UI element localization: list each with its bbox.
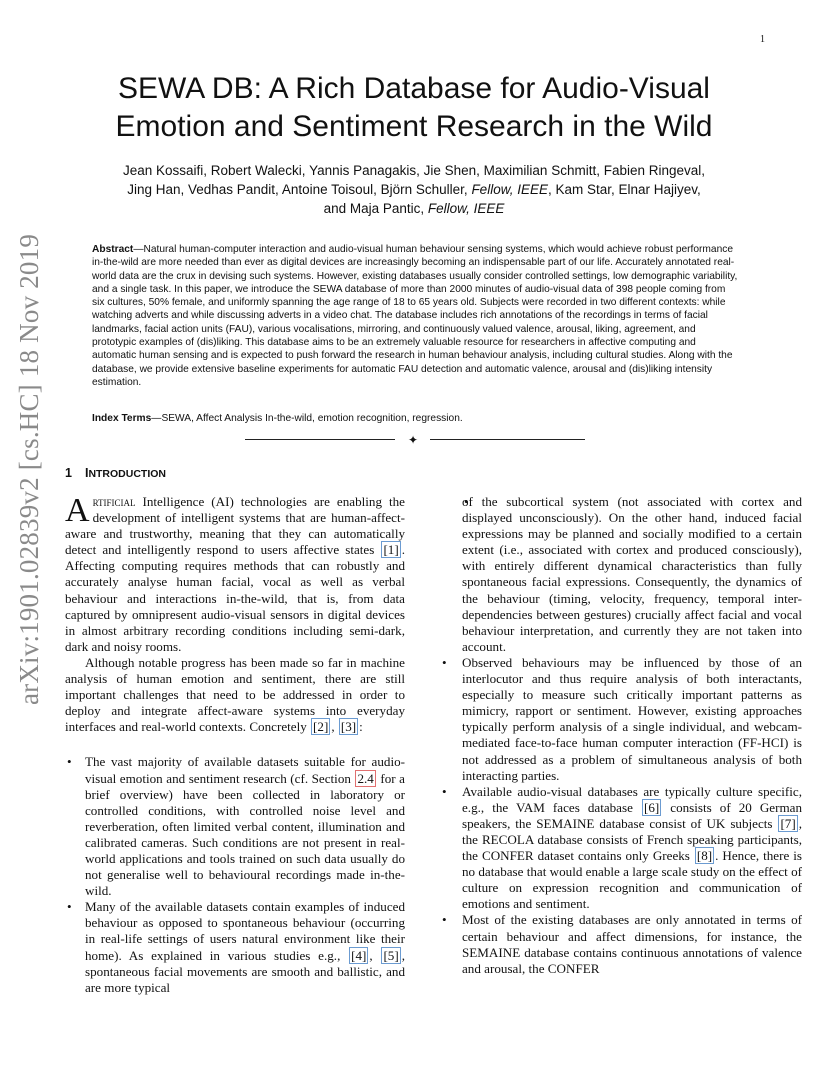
section-title-rest: NTRODUCTION bbox=[88, 468, 167, 480]
citation-link[interactable]: [6] bbox=[643, 799, 660, 815]
paragraph-text: Although notable progress has been made so far in machine analysis of human emotion and sentiment, there are still important challenges that need to be addressed in order to deploy and integrate affect-aware systems into everyday interfaces and real-world contexts. Concretely bbox=[65, 654, 405, 735]
fellow-title: Fellow, IEEE bbox=[427, 201, 505, 216]
small-caps-word: rtificial bbox=[92, 494, 136, 509]
index-terms bbox=[92, 412, 738, 425]
list-item-text: Many of the available datasets contain examples of induced behaviour as opposed to spontaneous behaviour (occurring in real-life settings of users natural environment like their home). As explained in various studies e.g., bbox=[85, 899, 405, 963]
section-reference-link[interactable]: 2.4 bbox=[357, 770, 374, 786]
citation-link[interactable]: [8] bbox=[696, 848, 713, 864]
list-item-text: , bbox=[369, 947, 381, 963]
list-item-text: consists of 20 German speakers, the SEMAINE database consist of UK subjects bbox=[462, 799, 803, 831]
paper-title: SEWA DB: A Rich Database for Audio-Visual Emotion and Sentiment Research in the Wild bbox=[115, 72, 713, 143]
challenge-list bbox=[65, 754, 405, 995]
list-item bbox=[462, 655, 802, 784]
abstract-text: —Natural human-computer interaction and audio-visual human behaviour sensing systems, which would achieve robust performance in-the-wild are more needed than ever as digital devices are increasingly becoming an indispensable part of our life. Accurately annotated real-world data are the crux in devising such systems. However, existing databases usually consider controlled settings, low demographic variability, and a single task. In this paper, we introduce the SEWA database of more than 2000 minutes of audio-visual data of 398 people coming from six cultures, 50% female, and uniformly spanning the age range of 18 to 65 years old. Subjects were recorded in two different contexts: while watching adverts and while discussing adverts in a video chat. The database includes rich annotations of the recordings in terms of facial landmarks, facial action units (FAU), various vocalisations, mirroring, and continuously valued valence, arousal, liking, agreement, and prototypic examples of (dis)liking. This database aims to be an extremely valuable resource for researchers in affective computing and automatic human sensing and is expected to push forward the research in human behaviour analysis, including cultural studies. Along with the database, we provide extensive baseline experiments for automatic FAU detection and automatic valence, arousal and (dis)liking intensity estimation. bbox=[92, 244, 738, 388]
author-line-2 bbox=[80, 180, 748, 199]
section-heading-introduction bbox=[65, 466, 166, 480]
paragraph-text: : bbox=[359, 719, 363, 735]
intro-paragraph-2 bbox=[65, 655, 405, 735]
divider-ornament-icon: ✦ bbox=[408, 433, 419, 447]
citation-link[interactable]: [3] bbox=[340, 719, 357, 735]
divider-line-right bbox=[430, 439, 585, 440]
divider-line-left bbox=[245, 439, 395, 440]
arxiv-stamp-text: arXiv:1901.02839v2 [cs.HC] 18 Nov 2019 bbox=[14, 233, 45, 705]
citation-link[interactable]: [4] bbox=[351, 947, 367, 963]
author-names: and Maja Pantic, bbox=[323, 201, 428, 216]
section-divider bbox=[245, 432, 585, 448]
list-item-text: . Hence, there is no database that would enable a large scale study on the effect of culture on expression recognition and communication of emotions and sentiment. bbox=[462, 848, 802, 912]
list-item-text: Most of the existing databases are only annotated in terms of certain behaviour and affect dimensions, for instance, the SEMAINE database contains continuous annotations of valence and arousal, the CONFER bbox=[462, 912, 802, 976]
arxiv-stamp bbox=[10, 233, 50, 705]
author-names: Jing Han, Vedhas Pandit, Antoine Toisoul, Björn Schuller, bbox=[127, 182, 472, 197]
citation-link[interactable]: [5] bbox=[383, 947, 399, 963]
section-number: 1 bbox=[65, 466, 72, 480]
paragraph-text: Intelligence (AI) technologies are enabling the development of intelligent systems that are human-affect-aware and trustworthy, meaning that they can automatically detect and intelligently respond to users affective states bbox=[65, 494, 405, 558]
list-item-text: of the subcortical system (not associated with cortex and displayed unconsciously). On the other hand, induced facial expressions may be planned and socially modified to a certain extent (i.e., associated with cortex and produced consciously), with entirely different dynamical characteristics than fully spontaneous facial expressions. Consequently, the dynamics of the behaviour (timing, velocity, frequency, temporal inter-dependencies between gestures) crucially affect facial and vocal behaviour interpretation, and currently they are not taken into account. bbox=[462, 494, 802, 654]
list-item-text: for a brief overview) have been collected in laboratory or controlled conditions, with controlled noise level and reverberation, often limited verbal content, illumination and calibrated cameras. Such conditions are not present in real-world applications and tools trained on such data usually do not generalise well to behavioural recordings made in-the-wild. bbox=[85, 770, 405, 899]
paragraph-text: , bbox=[331, 719, 338, 735]
challenge-list-continued bbox=[462, 494, 802, 977]
list-item-text: , the RECOLA database consists of French speaking participants, the CONFER dataset contains only Greeks bbox=[462, 815, 802, 864]
paragraph-text: . Affecting computing requires methods that can robustly and accurately analyse human facial, vocal as well as verbal behaviour and interactions in-the-wild, that is, from data captured by omnipresent audio-visual sensors in digital devices in almost arbitrary recording conditions including semi-dark, dark and noisy rooms. bbox=[65, 542, 405, 654]
intro-paragraph-1 bbox=[65, 494, 405, 655]
drop-cap: A bbox=[65, 492, 90, 529]
list-item-text: The vast majority of available datasets suitable for audio-visual emotion and sentiment research (cf. Section bbox=[85, 754, 405, 786]
citation-link[interactable]: [1] bbox=[383, 542, 399, 558]
left-column bbox=[65, 494, 405, 996]
list-item-continuation bbox=[462, 494, 802, 655]
list-item bbox=[65, 899, 405, 996]
citation-link[interactable]: [7] bbox=[780, 815, 796, 831]
abstract-label: Abstract bbox=[92, 244, 134, 255]
author-line-3 bbox=[80, 199, 748, 218]
author-list bbox=[80, 161, 748, 218]
author-line-1: Jean Kossaifi, Robert Walecki, Yannis Panagakis, Jie Shen, Maximilian Schmitt, Fabien Ringeval, bbox=[122, 163, 706, 178]
list-item bbox=[462, 784, 802, 913]
fellow-title: Fellow, IEEE bbox=[471, 182, 548, 197]
abstract bbox=[92, 243, 738, 389]
right-column bbox=[462, 494, 802, 977]
list-item-text: , spontaneous facial movements are smooth and ballistic, and are more typical bbox=[85, 947, 405, 995]
page-number: 1 bbox=[760, 34, 765, 45]
index-terms-label: Index Terms bbox=[92, 413, 152, 424]
list-item-text: Available audio-visual databases are typically culture specific, e.g., the VAM faces database bbox=[462, 783, 802, 815]
index-terms-text: —SEWA, Affect Analysis In-the-wild, emotion recognition, regression. bbox=[151, 413, 463, 424]
list-item bbox=[462, 912, 802, 976]
section-title-initial: I bbox=[84, 466, 89, 480]
citation-link[interactable]: [2] bbox=[313, 719, 329, 735]
list-item-text: Observed behaviours may be influenced by those of an interlocutor and thus require analysis of both interactants, especially to measure such critically important patterns as mimicry, rapport or sentiment. However, existing approaches typically perform analysis of a single individual, and webcam-mediated face-to-face human computer interaction (FF-HCI) is not addressed as a problem of simultaneous analysis of both interacting parties. bbox=[462, 654, 802, 783]
list-item bbox=[65, 754, 405, 899]
author-names: , Kam Star, Elnar Hajiyev, bbox=[547, 182, 701, 197]
